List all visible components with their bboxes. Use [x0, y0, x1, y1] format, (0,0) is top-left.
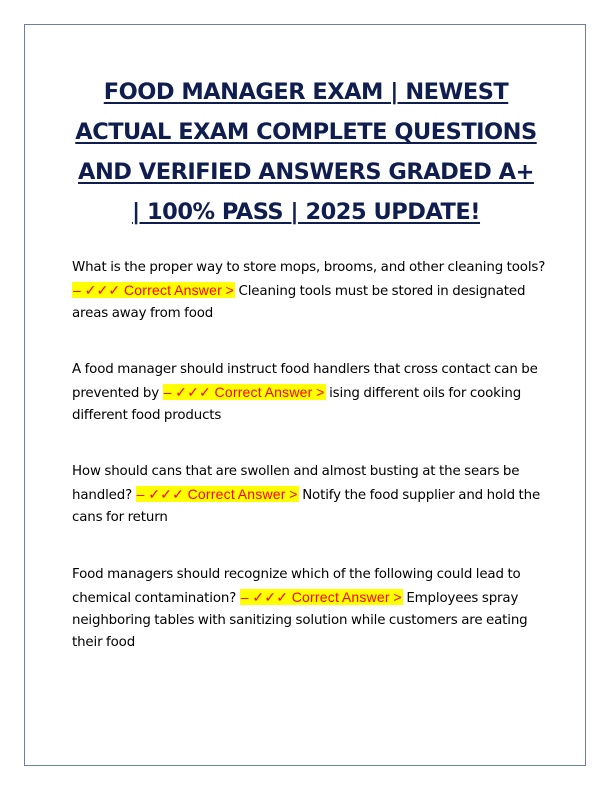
- correct-answer-marker: – ✓✓✓ Correct Answer >: [240, 589, 402, 605]
- question-text: A food manager should instruct food handlers that cross contact can be prevented by: [72, 362, 538, 401]
- correct-answer-marker: – ✓✓✓ Correct Answer >: [136, 486, 298, 502]
- question-text: Food managers should recognize which of the following could lead to chemical contamination?: [72, 567, 521, 606]
- qa-item: [72, 564, 547, 654]
- qa-item: [72, 359, 547, 427]
- qa-item: [72, 257, 547, 325]
- answer-text: ising different oils for cooking different food products: [72, 386, 522, 423]
- correct-answer-marker: – ✓✓✓ Correct Answer >: [163, 384, 325, 400]
- document-title: FOOD MANAGER EXAM | NEWEST ACTUAL EXAM COMPLETE QUESTIONS AND VERIFIED ANSWERS GRADED A+ | 100% PASS | 2025 UPDATE!: [75, 79, 537, 225]
- correct-answer-marker: – ✓✓✓ Correct Answer >: [73, 282, 234, 298]
- answer-text: Cleaning tools must be stored in designated areas away from food: [72, 284, 526, 321]
- answer-text: Employees spray neighboring tables with sanitizing solution while customers are eating their food: [72, 591, 528, 650]
- question-text: What is the proper way to store mops, brooms, and other cleaning tools?: [72, 260, 546, 275]
- answer-text: Notify the food supplier and hold the cans for return: [72, 488, 541, 525]
- question-text: How should cans that are swollen and almost busting at the sears be handled?: [72, 464, 520, 503]
- qa-item: [72, 461, 547, 529]
